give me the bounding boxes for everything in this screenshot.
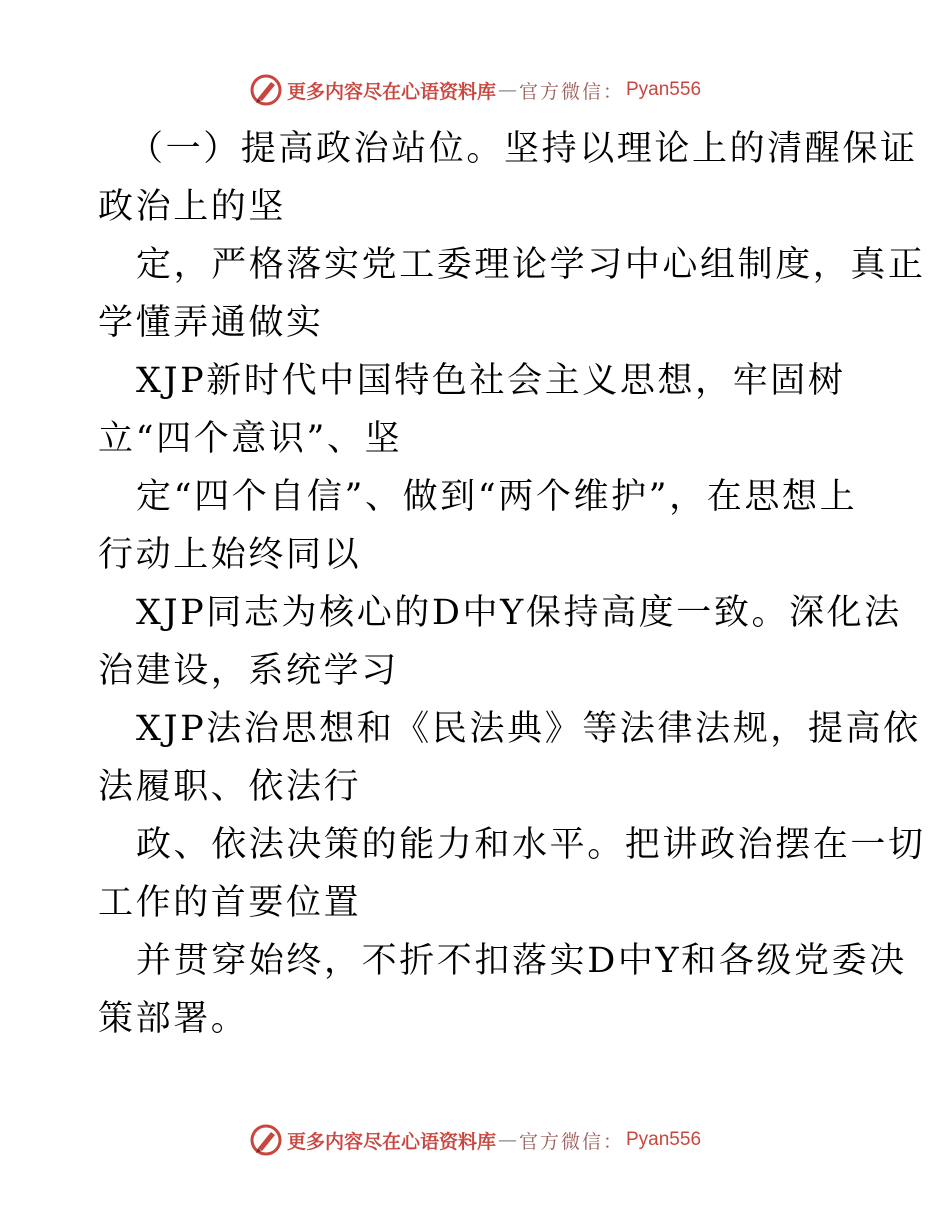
footer-wechat-id: Pyan556 [626,1129,702,1150]
body-line: 并贯穿始终，不折不扣落实D中Y和各级党委决 [136,941,907,981]
body-line: XJP法治思想和《民法典》等法律法规，提高依 [136,709,921,749]
footer-wechat-label: 官方微信： [518,1130,624,1153]
body-line: 行动上始终同以 [98,535,362,575]
body-line: XJP新时代中国特色社会主义思想，牢固树 [136,361,846,401]
header-brand: 更多内容尽在心语资料库 [286,80,496,103]
body-line: 工作的首要位置 [98,883,362,923]
document-body [98,120,926,1048]
body-line: 政、依法决策的能力和水平。把讲政治摆在一切 [136,825,926,865]
pen-circle-logo-icon [249,1123,283,1157]
body-line: （一）提高政治站位。坚持以理论上的清醒保证 [128,129,918,169]
header-wechat-label: 官方微信： [518,80,624,103]
footer-banner [0,1120,950,1160]
body-line: 定，严格落实党工委理论学习中心组制度，真正 [136,245,926,285]
body-line: XJP同志为核心的D中Y保持高度一致。深化法 [136,593,902,633]
header-banner [0,70,950,110]
header-wechat-id: Pyan556 [626,79,702,100]
body-line: 策部署。 [98,999,249,1039]
body-line: 学懂弄通做实 [98,303,324,343]
footer-brand: 更多内容尽在心语资料库 [286,1130,496,1153]
pen-circle-logo-icon [249,73,283,107]
body-line: 立“四个意识”、坚 [98,419,403,459]
body-line: 定“四个自信”、做到“两个维护”，在思想上 [136,477,858,517]
header-separator: — [497,79,517,101]
body-line: 政治上的坚 [98,187,287,227]
footer-separator: — [497,1129,517,1151]
body-line: 治建设，系统学习 [98,651,399,691]
body-line: 法履职、依法行 [98,767,362,807]
